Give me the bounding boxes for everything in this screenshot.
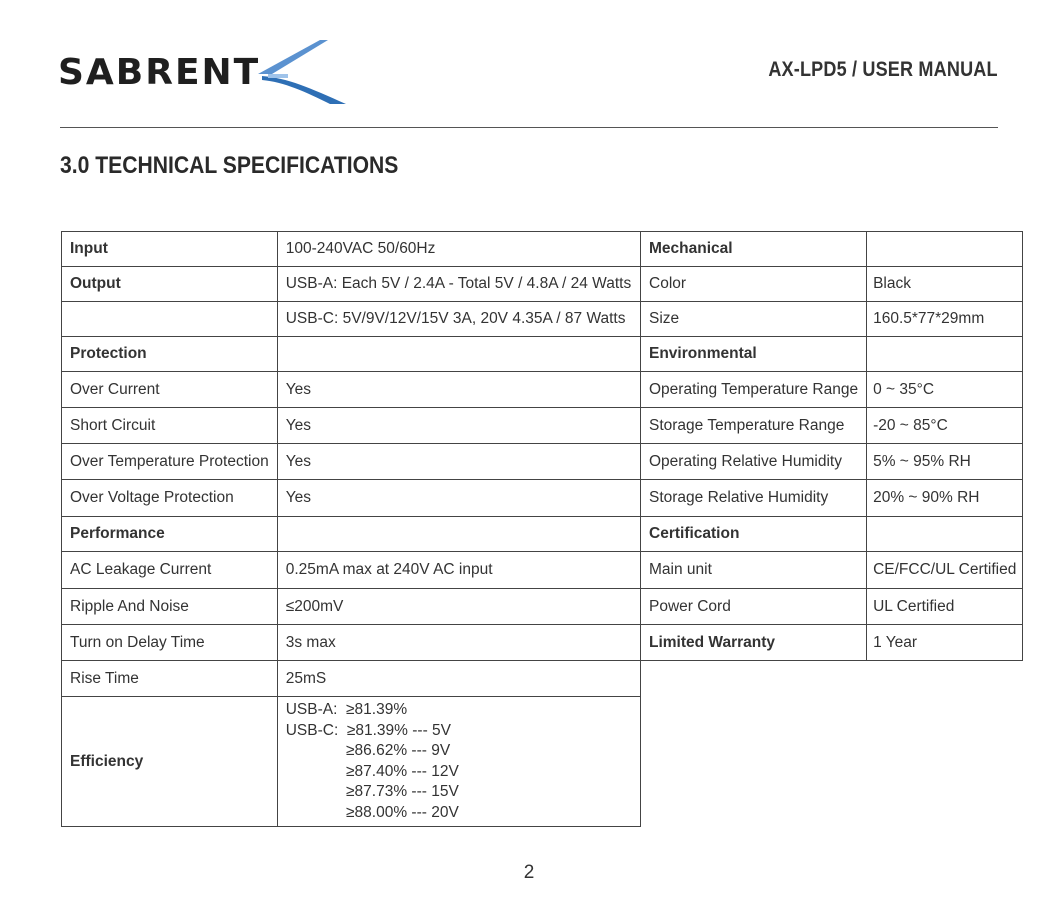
empty-cell (277, 517, 640, 552)
table-row (62, 661, 641, 697)
operating-humidity-value: 5% ~ 95% RH (867, 444, 1023, 480)
short-circuit-value: Yes (277, 408, 640, 444)
sabrent-logo (58, 38, 348, 106)
limited-warranty-label: Limited Warranty (641, 625, 867, 661)
ripple-noise-label: Ripple And Noise (62, 589, 278, 625)
color-label: Color (641, 267, 867, 302)
over-current-value: Yes (277, 372, 640, 408)
output-value-usb-c: USB-C: 5V/9V/12V/15V 3A, 20V 4.35A / 87 Watts (277, 302, 640, 337)
performance-heading: Performance (62, 517, 278, 552)
output-value-usb-a: USB-A: Each 5V / 2.4A - Total 5V / 4.8A / 24 Watts (277, 267, 640, 302)
operating-temperature-label: Operating Temperature Range (641, 372, 867, 408)
empty-cell (277, 337, 640, 372)
ripple-noise-value: ≤200mV (277, 589, 640, 625)
efficiency-line: ≥87.40% --- 12V (285, 762, 459, 780)
storage-temperature-label: Storage Temperature Range (641, 408, 867, 444)
table-row (641, 589, 1023, 625)
rise-time-value: 25mS (277, 661, 640, 697)
table-row (62, 337, 641, 372)
table-row (641, 552, 1023, 589)
over-current-label: Over Current (62, 372, 278, 408)
output-label: Output (62, 267, 278, 302)
table-row (641, 267, 1023, 302)
header-divider (60, 127, 998, 128)
color-value: Black (867, 267, 1023, 302)
table-row (62, 372, 641, 408)
efficiency-line: USB-C: ≥81.39% --- 5V (285, 721, 452, 739)
ac-leakage-value: 0.25mA max at 240V AC input (277, 552, 640, 589)
turn-on-delay-label: Turn on Delay Time (62, 625, 278, 661)
specs-table-right (640, 231, 1023, 661)
table-row (62, 517, 641, 552)
section-title: 3.0 TECHNICAL SPECIFICATIONS (60, 152, 399, 179)
empty-cell (867, 517, 1023, 552)
empty-cell (867, 232, 1023, 267)
table-row (641, 517, 1023, 552)
size-label: Size (641, 302, 867, 337)
over-voltage-label: Over Voltage Protection (62, 480, 278, 517)
table-row (62, 408, 641, 444)
table-row (62, 267, 641, 302)
ac-leakage-label: AC Leakage Current (62, 552, 278, 589)
table-row (641, 444, 1023, 480)
efficiency-values (277, 697, 640, 827)
power-cord-label: Power Cord (641, 589, 867, 625)
mechanical-heading: Mechanical (641, 232, 867, 267)
table-row (62, 444, 641, 480)
table-row (641, 372, 1023, 408)
table-row (62, 625, 641, 661)
short-circuit-label: Short Circuit (62, 408, 278, 444)
logo-swoosh-icon (258, 38, 348, 106)
over-voltage-value: Yes (277, 480, 640, 517)
efficiency-line: ≥88.00% --- 20V (285, 803, 459, 821)
table-row (641, 480, 1023, 517)
rise-time-label: Rise Time (62, 661, 278, 697)
table-row (641, 625, 1023, 661)
table-row (62, 480, 641, 517)
document-title: AX-LPD5 / USER MANUAL (768, 58, 998, 81)
operating-temperature-value: 0 ~ 35°C (867, 372, 1023, 408)
empty-cell (62, 302, 278, 337)
table-row (62, 697, 641, 827)
table-row (62, 232, 641, 267)
power-cord-value: UL Certified (867, 589, 1023, 625)
table-row (62, 552, 641, 589)
over-temperature-label: Over Temperature Protection (62, 444, 278, 480)
certification-heading: Certification (641, 517, 867, 552)
empty-cell (867, 337, 1023, 372)
main-unit-value: CE/FCC/UL Certified (867, 552, 1023, 589)
table-row (62, 302, 641, 337)
turn-on-delay-value: 3s max (277, 625, 640, 661)
efficiency-line: USB-A: ≥81.39% (285, 701, 408, 718)
protection-heading: Protection (62, 337, 278, 372)
table-row (641, 408, 1023, 444)
efficiency-line: ≥86.62% --- 9V (285, 742, 451, 759)
table-row (641, 337, 1023, 372)
storage-humidity-label: Storage Relative Humidity (641, 480, 867, 517)
specs-table-left (61, 231, 641, 827)
logo-text: SABRENT (58, 52, 261, 93)
over-temperature-value: Yes (277, 444, 640, 480)
environmental-heading: Environmental (641, 337, 867, 372)
input-value: 100-240VAC 50/60Hz (277, 232, 640, 267)
storage-humidity-value: 20% ~ 90% RH (867, 480, 1023, 517)
storage-temperature-value: -20 ~ 85°C (867, 408, 1023, 444)
page-number: 2 (523, 862, 535, 883)
main-unit-label: Main unit (641, 552, 867, 589)
operating-humidity-label: Operating Relative Humidity (641, 444, 867, 480)
table-row (641, 302, 1023, 337)
input-label: Input (62, 232, 278, 267)
size-value: 160.5*77*29mm (867, 302, 1023, 337)
table-row (62, 589, 641, 625)
efficiency-line: ≥87.73% --- 15V (285, 783, 459, 800)
efficiency-label: Efficiency (62, 697, 278, 827)
table-row (641, 232, 1023, 267)
limited-warranty-value: 1 Year (867, 625, 1023, 661)
